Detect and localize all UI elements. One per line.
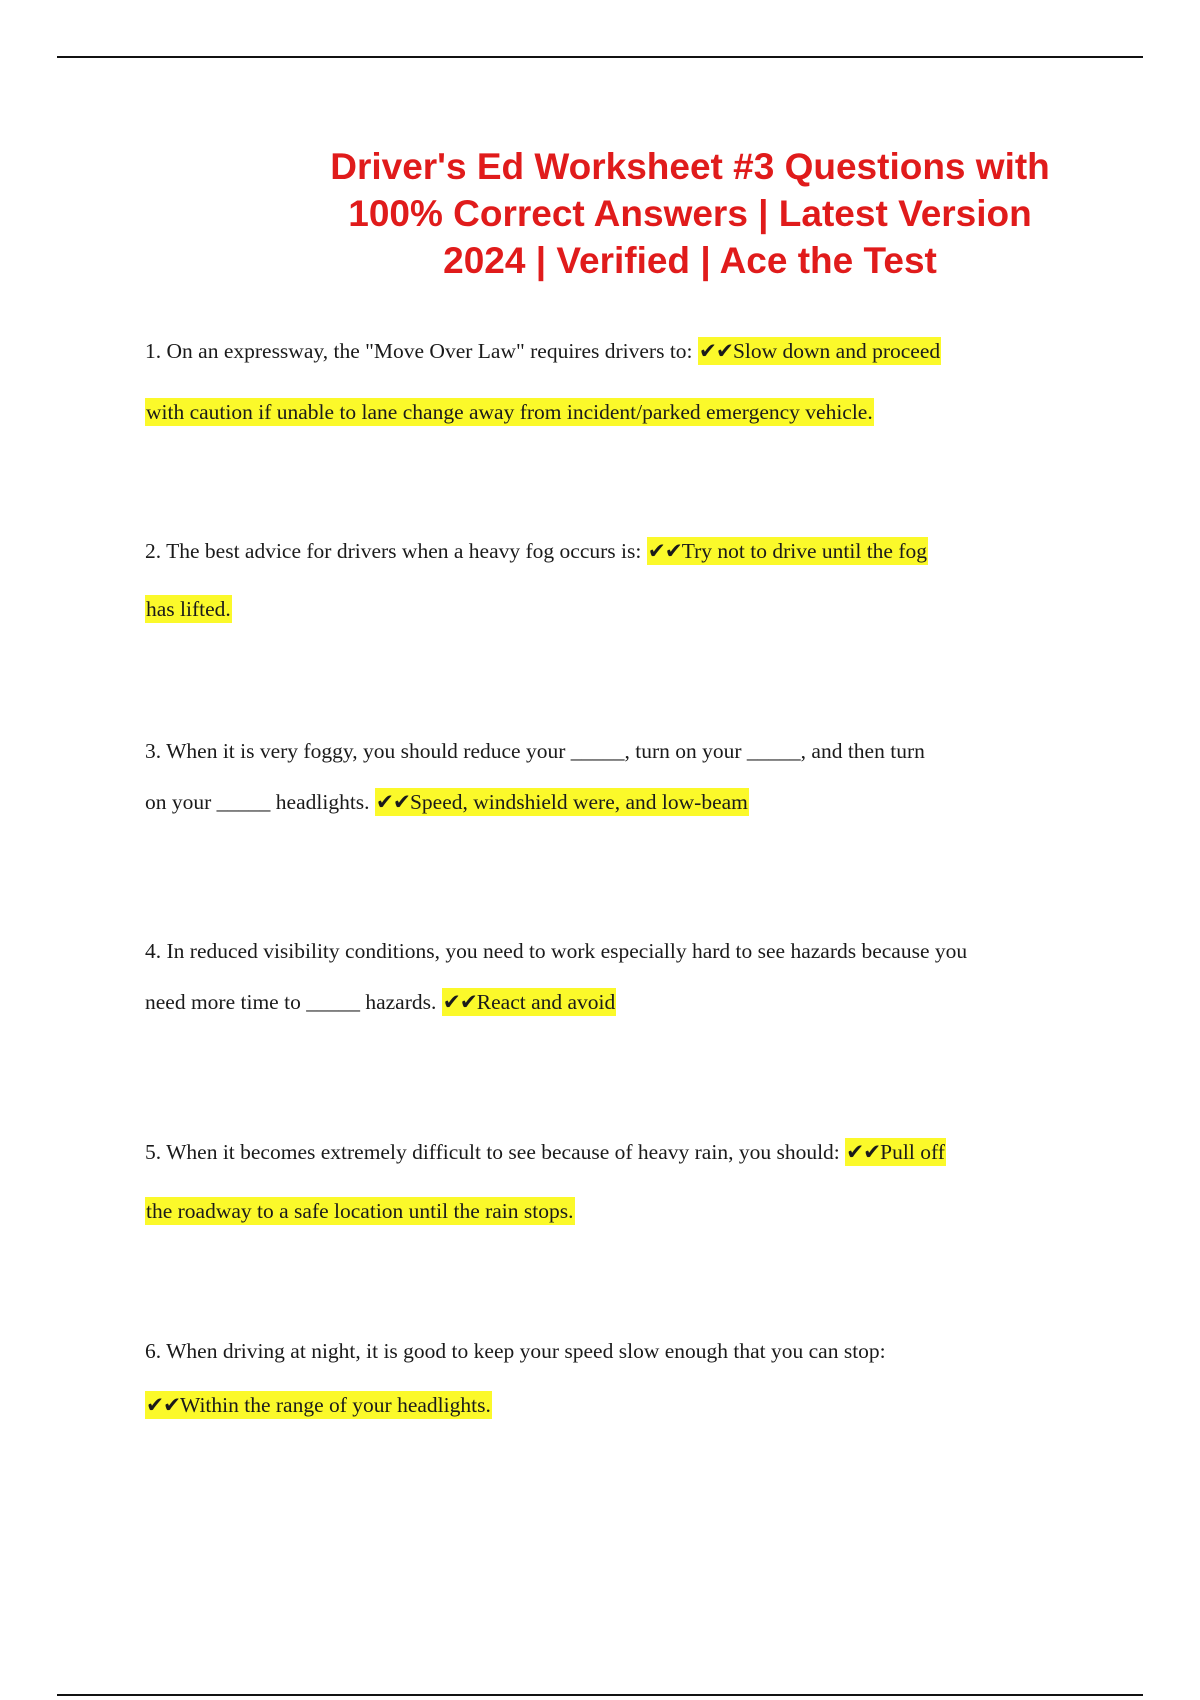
- question-text: 2. The best advice for drivers when a heavy fog occurs is:: [145, 539, 647, 563]
- title-line-3: 2024 | Verified | Ace the Test: [443, 240, 937, 281]
- top-rule: [57, 56, 1143, 58]
- question-text: on your _____ headlights.: [145, 790, 375, 814]
- question-text: 5. When it becomes extremely difficult to see because of heavy rain, you should:: [145, 1140, 846, 1164]
- question-text: 3. When it is very foggy, you should reduce your _____, turn on your _____, and then turn: [145, 739, 925, 763]
- answer-highlight: [375, 788, 749, 816]
- answer-text: with caution if unable to lane change away from incident/parked emergency vehicle.: [146, 400, 873, 424]
- answer-text: Within the range of your headlights.: [180, 1393, 491, 1417]
- question-5: [145, 1140, 1105, 1224]
- answer-text: Try not to drive until the fog: [681, 539, 927, 563]
- question-1-line-2: [145, 400, 1105, 425]
- question-3: [145, 739, 1105, 815]
- question-6-line-1: [145, 1339, 1105, 1393]
- question-5-line-2: [145, 1199, 1105, 1224]
- check-mark-icon: ✔✔: [846, 1140, 881, 1164]
- answer-highlight: [145, 595, 232, 623]
- answer-highlight: [145, 1391, 492, 1419]
- answer-text: React and avoid: [476, 990, 616, 1014]
- question-3-line-2: [145, 790, 1105, 815]
- question-2-line-1: [145, 539, 1105, 597]
- answer-text: has lifted.: [146, 597, 231, 621]
- question-1: [145, 339, 1105, 425]
- question-text: 1. On an expressway, the "Move Over Law" requires drivers to:: [145, 339, 698, 363]
- check-mark-icon: ✔✔: [647, 539, 682, 563]
- answer-text: Slow down and proceed: [732, 339, 941, 363]
- bottom-rule: [57, 1694, 1143, 1696]
- check-mark-icon: ✔✔: [698, 339, 733, 363]
- question-text: need more time to _____ hazards.: [145, 990, 442, 1014]
- answer-highlight: [145, 398, 874, 426]
- answer-highlight: [647, 537, 928, 565]
- check-mark-icon: ✔✔: [146, 1393, 181, 1417]
- question-4-line-2: [145, 990, 1105, 1015]
- question-2: [145, 539, 1105, 622]
- question-4: [145, 939, 1105, 1015]
- question-text: 6. When driving at night, it is good to keep your speed slow enough that you can stop:: [145, 1339, 886, 1363]
- question-text: 4. In reduced visibility conditions, you need to work especially hard to see hazards because you: [145, 939, 968, 963]
- check-mark-icon: ✔✔: [442, 990, 477, 1014]
- answer-highlight: [145, 1197, 575, 1225]
- document-title: [270, 143, 1110, 284]
- question-2-line-2: [145, 597, 1105, 622]
- answer-text: Speed, windshield were, and low-beam: [409, 790, 748, 814]
- answer-text: Pull off: [880, 1140, 945, 1164]
- answer-text: the roadway to a safe location until the rain stops.: [146, 1199, 574, 1223]
- question-6-line-2: [145, 1393, 1105, 1418]
- question-4-line-1: [145, 939, 1105, 990]
- check-mark-icon: ✔✔: [375, 790, 410, 814]
- title-line-2: 100% Correct Answers | Latest Version: [348, 193, 1032, 234]
- question-3-line-1: [145, 739, 1105, 790]
- answer-highlight: [698, 337, 941, 365]
- question-1-line-1: [145, 339, 1105, 400]
- answer-highlight: [442, 988, 617, 1016]
- answer-highlight: [845, 1138, 946, 1166]
- question-5-line-1: [145, 1140, 1105, 1199]
- title-line-1: Driver's Ed Worksheet #3 Questions with: [330, 146, 1050, 187]
- question-6: [145, 1339, 1105, 1418]
